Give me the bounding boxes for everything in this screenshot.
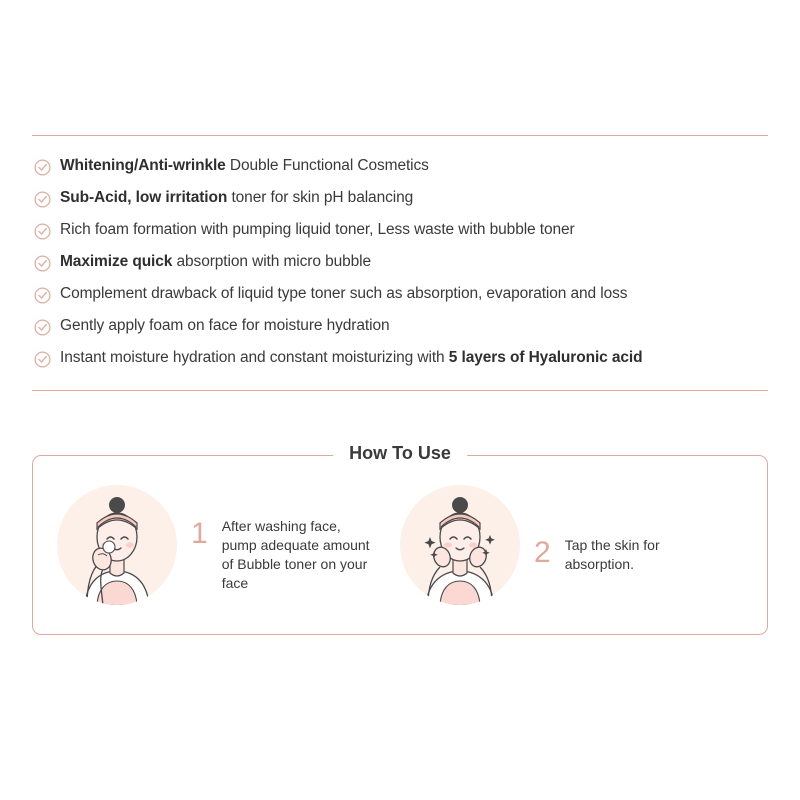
feature-text [60, 252, 371, 272]
how-to-use-title: How To Use [333, 443, 467, 464]
how-to-use-panel [32, 443, 768, 635]
feature-text: Rich foam formation with pumping liquid toner, Less waste with bubble toner [60, 221, 575, 238]
list-item [32, 310, 768, 342]
feature-text: Complement drawback of liquid type toner such as absorption, evaporation and loss [60, 285, 628, 302]
how-to-use-step-1 [57, 485, 400, 605]
feature-list [32, 135, 768, 391]
woman-applying-toner-illustration [57, 485, 177, 605]
step-caption: Tap the skin for absorption. [564, 537, 660, 572]
check-circle-icon [34, 287, 51, 304]
feature-text [60, 348, 643, 368]
list-item [32, 214, 768, 246]
feature-rest: Double Functional Cosmetics [225, 157, 429, 174]
how-to-use-steps [33, 456, 767, 634]
check-circle-icon [34, 319, 51, 336]
feature-emphasis: 5 layers of Hyaluronic acid [448, 349, 643, 366]
check-circle-icon [34, 255, 51, 272]
step-number: 2 [534, 536, 551, 569]
list-item [32, 342, 768, 374]
list-item [32, 278, 768, 310]
step-number: 1 [191, 517, 208, 550]
check-circle-icon [34, 159, 51, 176]
feature-rest: absorption with micro bubble [172, 253, 372, 270]
step-caption: After washing face, pump adequate amount of Bubble toner on your face [221, 518, 370, 591]
list-item [32, 246, 768, 278]
feature-emphasis: Sub-Acid, low irritation [60, 189, 228, 206]
feature-emphasis: Maximize quick [60, 253, 173, 270]
step-body [191, 497, 372, 593]
step-body [534, 516, 715, 574]
feature-text: Gently apply foam on face for moisture hydration [60, 317, 390, 334]
feature-rest: Instant moisture hydration and constant moisturizing with [60, 349, 449, 366]
woman-tapping-face-illustration [400, 485, 520, 605]
list-item [32, 182, 768, 214]
feature-text [60, 156, 429, 176]
how-to-use-step-2 [400, 485, 743, 605]
check-circle-icon [34, 351, 51, 368]
feature-text [60, 188, 413, 208]
list-item [32, 150, 768, 182]
check-circle-icon [34, 223, 51, 240]
feature-rest: toner for skin pH balancing [227, 189, 414, 206]
feature-emphasis: Whitening/Anti-wrinkle [60, 157, 226, 174]
check-circle-icon [34, 191, 51, 208]
